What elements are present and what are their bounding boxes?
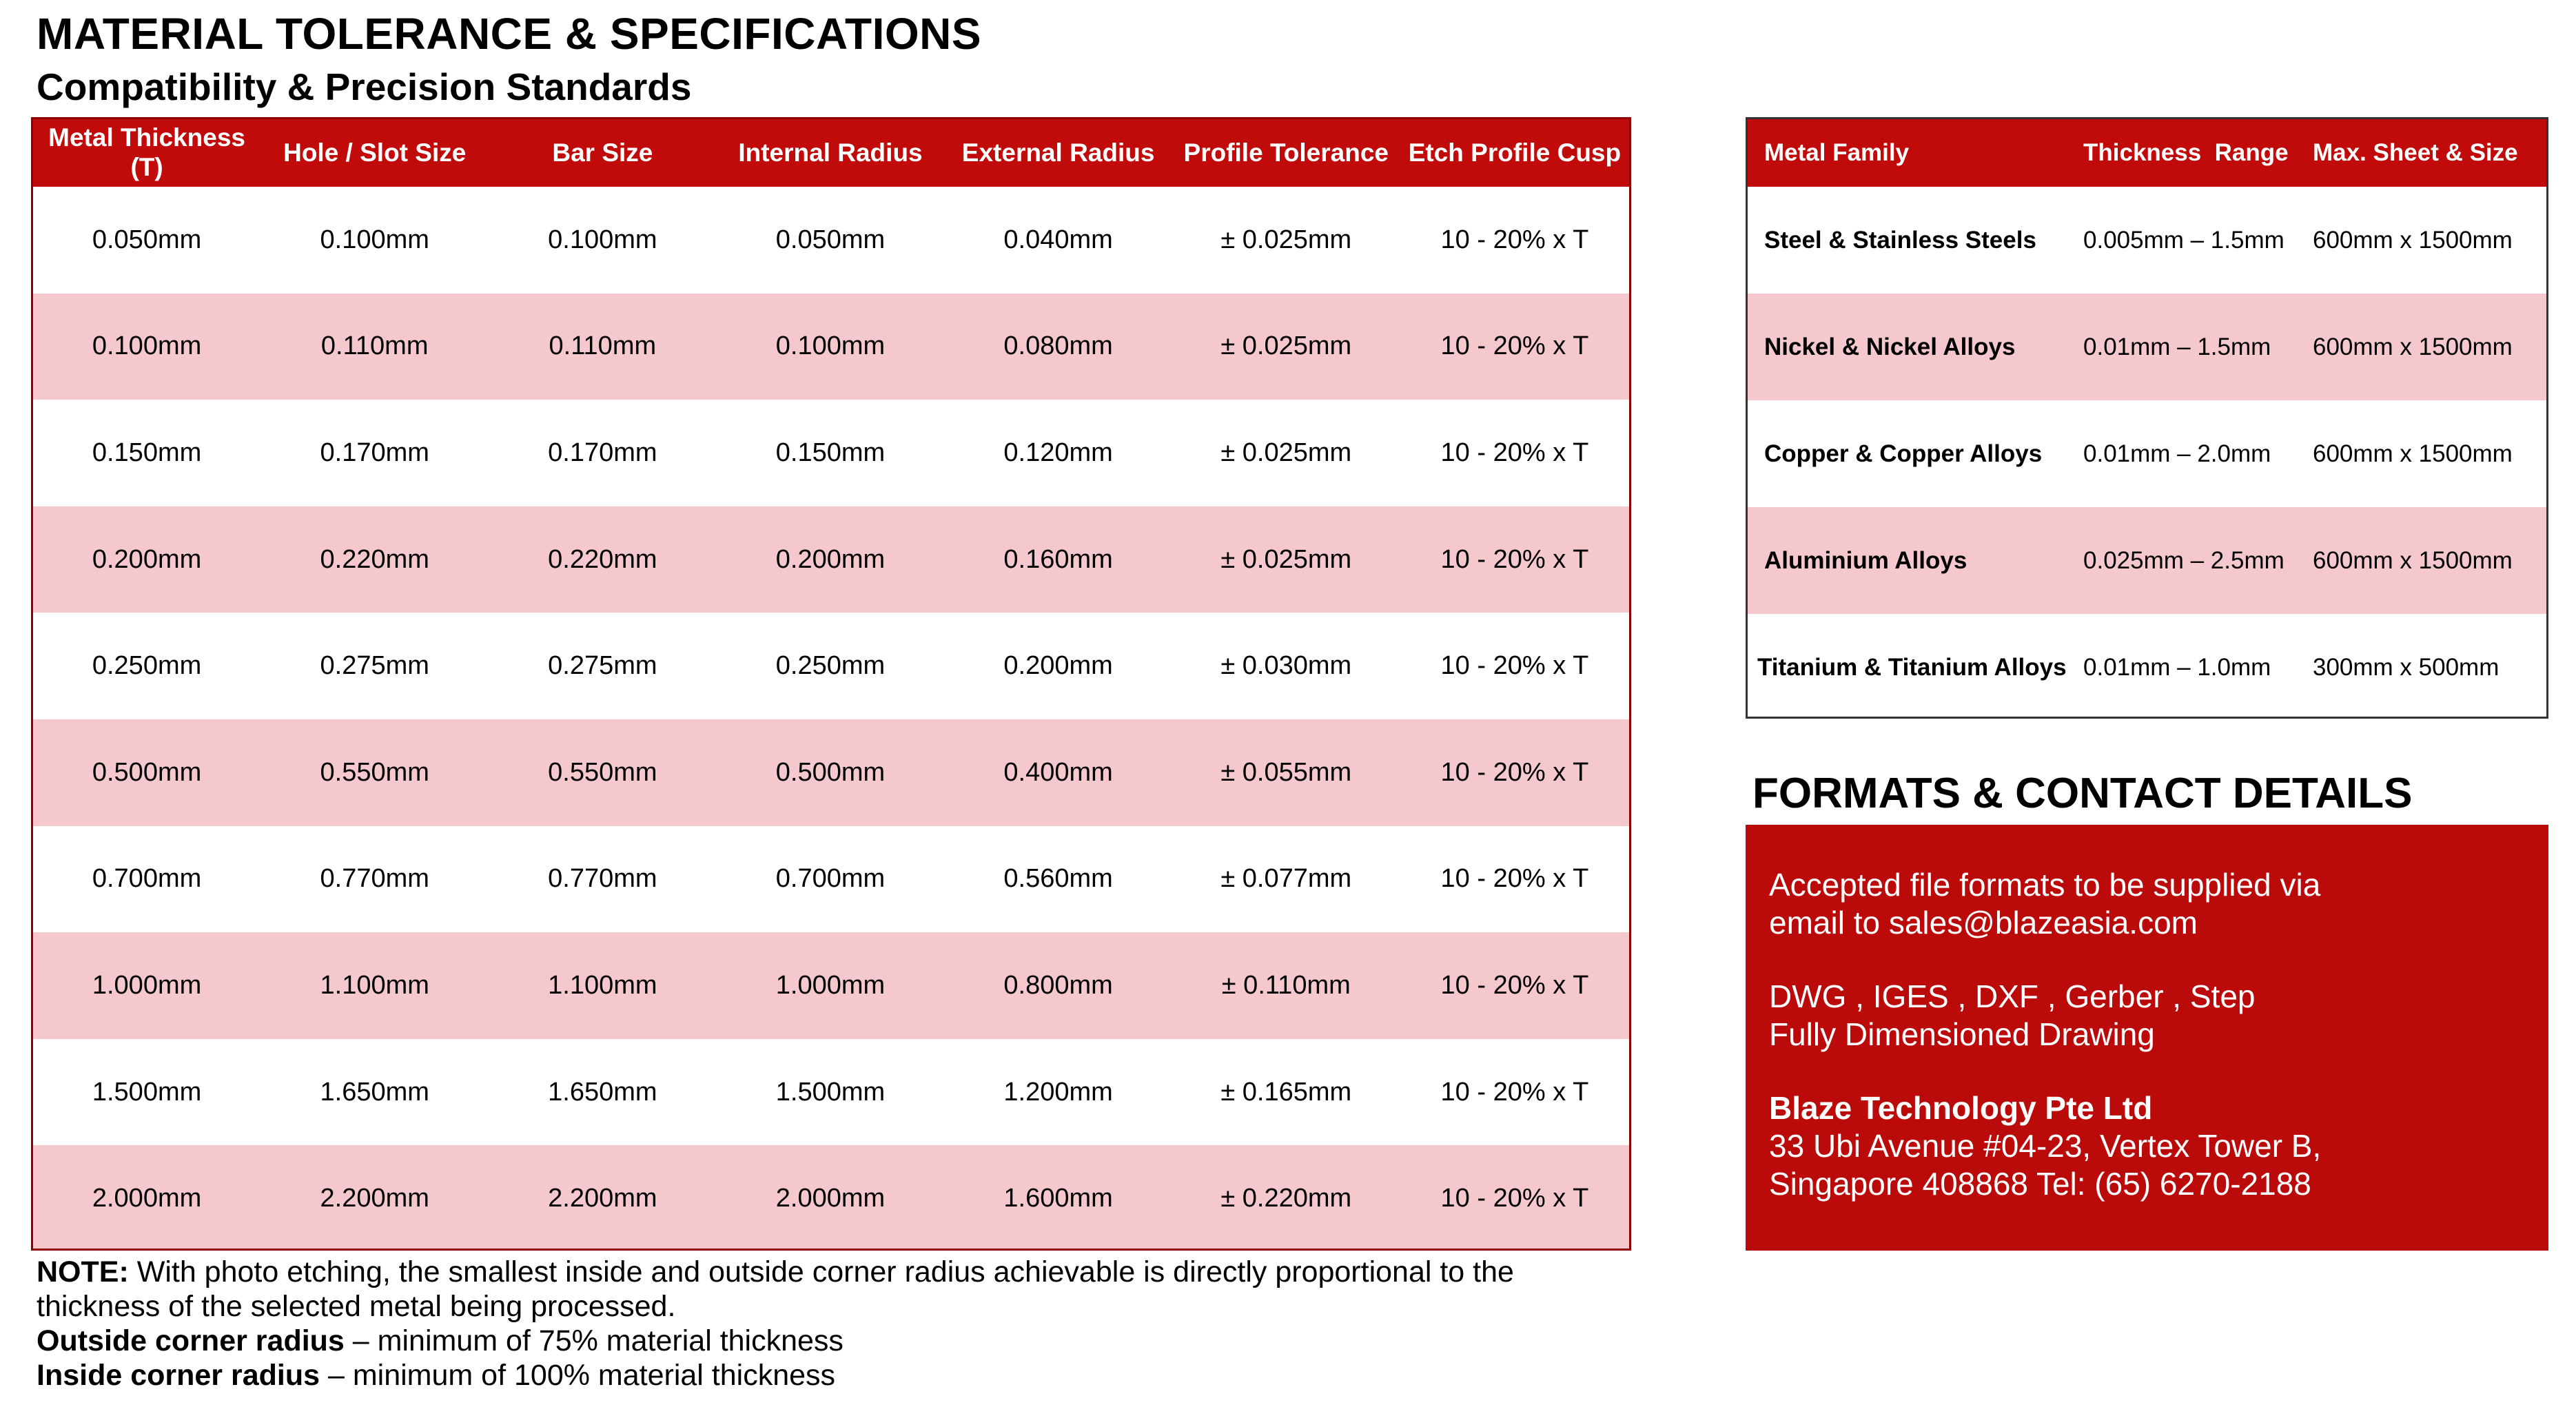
table-cell: 0.550mm bbox=[548, 757, 657, 787]
table-cell: 0.100mm bbox=[92, 331, 202, 361]
table-row bbox=[33, 294, 1629, 400]
note-text-1: With photo etching, the smallest inside and outside corner radius achievable is directly proportional to the bbox=[128, 1255, 1514, 1288]
table-row bbox=[33, 719, 1629, 826]
inside-label: Inside corner radius bbox=[37, 1359, 320, 1392]
inside-text: – minimum of 100% material thickness bbox=[320, 1359, 836, 1392]
table-cell: 0.500mm bbox=[775, 757, 886, 787]
header-profile-tolerance: Profile Tolerance bbox=[1183, 138, 1389, 167]
company-address-2: Singapore 408868 Tel: (65) 6270-2188 bbox=[1769, 1166, 2311, 1202]
table-cell: 10 - 20% x T bbox=[1440, 651, 1589, 681]
table-row bbox=[33, 187, 1629, 294]
table-cell: 0.275mm bbox=[548, 651, 657, 681]
table-cell: 0.100mm bbox=[320, 225, 429, 254]
table-cell: Aluminium Alloys bbox=[1764, 546, 1967, 574]
table-row bbox=[33, 400, 1629, 506]
note-outside bbox=[37, 1324, 1690, 1358]
table-cell: 0.025mm – 2.5mm bbox=[2083, 546, 2284, 574]
table-cell: 1.000mm bbox=[775, 970, 886, 1000]
table-cell: 10 - 20% x T bbox=[1440, 1077, 1589, 1107]
table-cell: ± 0.110mm bbox=[1221, 970, 1351, 1000]
table-row bbox=[33, 506, 1629, 613]
table-cell: 0.01mm – 2.0mm bbox=[2083, 440, 2271, 467]
table-cell: 0.220mm bbox=[320, 544, 429, 574]
header-hole-slot-size: Hole / Slot Size bbox=[283, 138, 467, 167]
table-cell: 0.200mm bbox=[92, 544, 202, 574]
table-row bbox=[33, 1039, 1629, 1146]
table-cell: 0.160mm bbox=[1003, 544, 1113, 574]
table-cell: 0.150mm bbox=[92, 438, 202, 467]
table-cell: 10 - 20% x T bbox=[1440, 757, 1589, 787]
table-cell: 0.550mm bbox=[320, 757, 429, 787]
table-cell: 1.100mm bbox=[548, 970, 657, 1000]
table-cell: 600mm x 1500mm bbox=[2313, 546, 2513, 574]
table-cell: 0.150mm bbox=[775, 438, 886, 467]
table-row bbox=[33, 613, 1629, 719]
formats-drawing: Fully Dimensioned Drawing bbox=[1769, 1016, 2155, 1052]
table-cell: 600mm x 1500mm bbox=[2313, 226, 2513, 254]
table-cell: 0.200mm bbox=[1003, 651, 1113, 681]
note-inside bbox=[37, 1358, 1690, 1393]
table-cell: 10 - 20% x T bbox=[1440, 438, 1589, 467]
table-cell: 300mm x 500mm bbox=[2313, 653, 2500, 681]
tolerance-table bbox=[31, 117, 1631, 1251]
table-cell: Titanium & Titanium Alloys bbox=[1757, 653, 2067, 681]
header-metal-family: Metal Family bbox=[1764, 139, 1910, 166]
header-etch-profile-cusp: Etch Profile Cusp bbox=[1408, 138, 1622, 167]
note-label: NOTE: bbox=[37, 1255, 129, 1288]
table-cell: 0.700mm bbox=[775, 864, 886, 894]
table-cell: Nickel & Nickel Alloys bbox=[1764, 333, 2016, 360]
table-cell: ± 0.220mm bbox=[1220, 1184, 1352, 1213]
table-cell: 2.200mm bbox=[548, 1184, 657, 1213]
table-cell: 600mm x 1500mm bbox=[2313, 440, 2513, 467]
table-cell: 0.800mm bbox=[1003, 970, 1113, 1000]
note-text-2: thickness of the selected metal being processed. bbox=[37, 1290, 676, 1323]
contact-details-box bbox=[1746, 825, 2548, 1251]
table-cell: 0.100mm bbox=[775, 331, 886, 361]
outside-label: Outside corner radius bbox=[37, 1324, 345, 1357]
formats-line-2: email to sales@blazeasia.com bbox=[1769, 905, 2198, 941]
table-cell: 0.050mm bbox=[775, 225, 886, 254]
metal-family-table bbox=[1746, 117, 2548, 719]
table-cell: 0.120mm bbox=[1003, 438, 1113, 467]
table-row bbox=[33, 932, 1629, 1039]
table-cell: ± 0.025mm bbox=[1220, 544, 1352, 574]
table-cell: ± 0.077mm bbox=[1220, 864, 1352, 894]
table-cell: 1.500mm bbox=[92, 1077, 202, 1107]
table-row bbox=[1748, 187, 2546, 294]
table-cell: 10 - 20% x T bbox=[1440, 225, 1589, 254]
table-cell: 0.01mm – 1.5mm bbox=[2083, 333, 2271, 360]
header-external-radius: External Radius bbox=[961, 138, 1155, 167]
table-cell: 0.770mm bbox=[320, 864, 429, 894]
table-cell: ± 0.025mm bbox=[1220, 225, 1352, 254]
header-thickness-range: Thickness Range bbox=[2083, 139, 2289, 166]
table-cell: 0.220mm bbox=[548, 544, 657, 574]
table-cell: 1.100mm bbox=[320, 970, 429, 1000]
metal-table-header bbox=[1748, 119, 2546, 187]
table-row bbox=[1748, 294, 2546, 400]
table-cell: 2.200mm bbox=[320, 1184, 429, 1213]
table-cell: ± 0.055mm bbox=[1220, 757, 1352, 787]
table-cell: 0.250mm bbox=[775, 651, 886, 681]
table-cell: 0.700mm bbox=[92, 864, 202, 894]
table-cell: 10 - 20% x T bbox=[1440, 864, 1589, 894]
page-title: MATERIAL TOLERANCE & SPECIFICATIONS bbox=[37, 9, 982, 59]
table-cell: Steel & Stainless Steels bbox=[1764, 226, 2036, 254]
header-max-sheet-size: Max. Sheet & Size bbox=[2313, 139, 2518, 166]
table-cell: 10 - 20% x T bbox=[1440, 331, 1589, 361]
table-cell: 0.250mm bbox=[92, 651, 202, 681]
table-cell: ± 0.025mm bbox=[1220, 331, 1352, 361]
table-row bbox=[33, 826, 1629, 933]
table-cell: 1.500mm bbox=[775, 1077, 886, 1107]
table-row bbox=[1748, 507, 2546, 614]
tolerance-table-header bbox=[33, 119, 1629, 187]
table-cell: 0.500mm bbox=[92, 757, 202, 787]
formats-list: DWG , IGES , DXF , Gerber , Step bbox=[1769, 978, 2256, 1014]
table-cell: ± 0.165mm bbox=[1220, 1077, 1352, 1107]
formats-title: FORMATS & CONTACT DETAILS bbox=[1752, 770, 2413, 817]
table-cell: 0.01mm – 1.0mm bbox=[2083, 653, 2271, 681]
table-cell: 10 - 20% x T bbox=[1440, 1184, 1589, 1213]
table-cell: 2.000mm bbox=[775, 1184, 886, 1213]
table-cell: 0.400mm bbox=[1003, 757, 1113, 787]
table-cell: 0.170mm bbox=[320, 438, 429, 467]
table-cell: 0.110mm bbox=[320, 331, 429, 361]
table-cell: 0.275mm bbox=[320, 651, 429, 681]
formats-line-1: Accepted file formats to be supplied via bbox=[1769, 867, 2321, 903]
table-cell: 0.110mm bbox=[549, 331, 657, 361]
table-cell: 1.000mm bbox=[92, 970, 202, 1000]
table-cell: 10 - 20% x T bbox=[1440, 970, 1589, 1000]
table-cell: 600mm x 1500mm bbox=[2313, 333, 2513, 360]
note-line-1 bbox=[37, 1255, 1690, 1289]
table-cell: Copper & Copper Alloys bbox=[1764, 440, 2043, 467]
company-name: Blaze Technology Pte Ltd bbox=[1769, 1090, 2153, 1126]
metal-table-body bbox=[1748, 187, 2546, 719]
table-cell: 0.080mm bbox=[1003, 331, 1113, 361]
table-cell: 0.200mm bbox=[775, 544, 886, 574]
table-cell: 10 - 20% x T bbox=[1440, 544, 1589, 574]
table-cell: 0.560mm bbox=[1003, 864, 1113, 894]
table-cell: 0.040mm bbox=[1003, 225, 1113, 254]
table-cell: 0.050mm bbox=[92, 225, 202, 254]
tolerance-table-body bbox=[33, 187, 1629, 1251]
table-cell: 1.650mm bbox=[320, 1077, 429, 1107]
table-cell: 0.100mm bbox=[548, 225, 657, 254]
header-bar-size: Bar Size bbox=[552, 138, 653, 167]
table-cell: 0.770mm bbox=[548, 864, 657, 894]
table-cell: 0.005mm – 1.5mm bbox=[2083, 226, 2284, 254]
page-subtitle: Compatibility & Precision Standards bbox=[37, 65, 692, 108]
table-cell: ± 0.030mm bbox=[1220, 651, 1352, 681]
header-metal-thickness: Metal Thickness (T) bbox=[48, 123, 245, 181]
table-cell: 1.650mm bbox=[548, 1077, 657, 1107]
table-row bbox=[33, 1145, 1629, 1251]
outside-text: – minimum of 75% material thickness bbox=[344, 1324, 844, 1357]
table-cell: 0.170mm bbox=[548, 438, 657, 467]
note-section bbox=[37, 1255, 1690, 1393]
table-cell: ± 0.025mm bbox=[1220, 438, 1352, 467]
table-cell: 1.200mm bbox=[1003, 1077, 1113, 1107]
header-internal-radius: Internal Radius bbox=[738, 138, 923, 167]
table-row bbox=[1748, 614, 2546, 719]
table-cell: 2.000mm bbox=[92, 1184, 202, 1213]
table-cell: 1.600mm bbox=[1003, 1184, 1113, 1213]
table-row bbox=[1748, 400, 2546, 507]
company-address-1: 33 Ubi Avenue #04-23, Vertex Tower B, bbox=[1769, 1128, 2322, 1164]
